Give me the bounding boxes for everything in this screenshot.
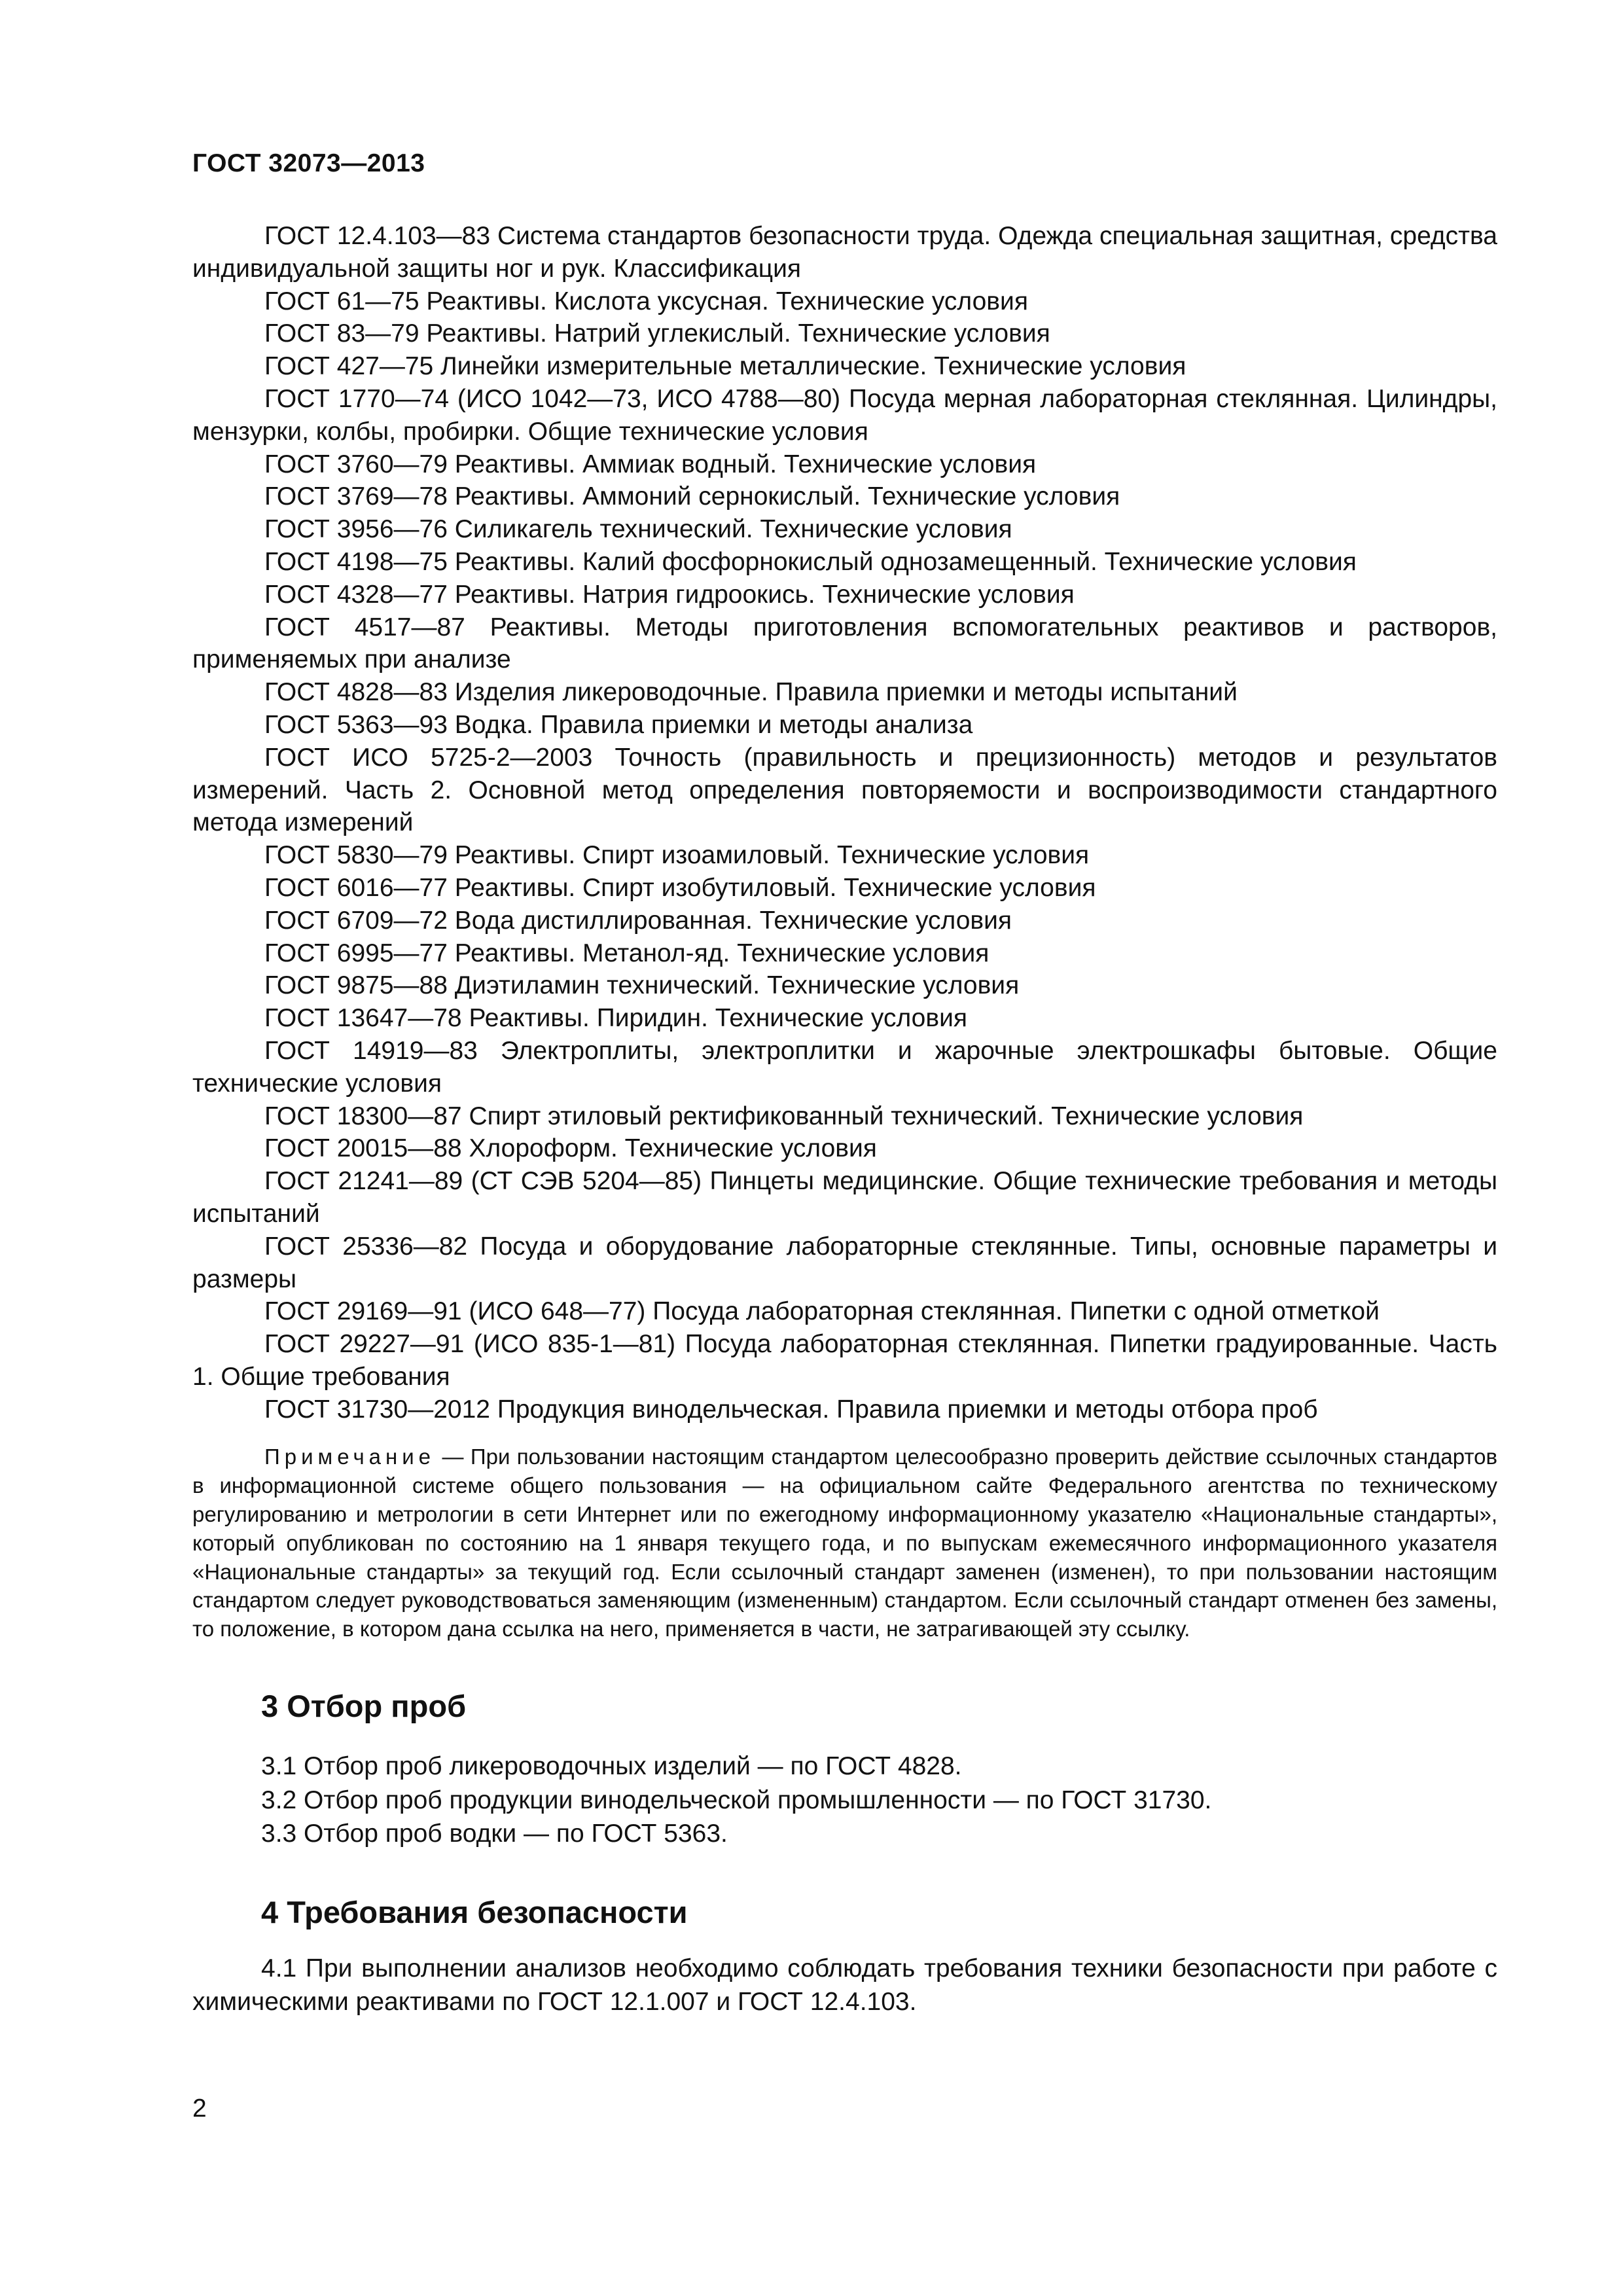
reference-item: ГОСТ 31730—2012 Продукция винодельческая. Правила приемки и методы отбора проб — [264, 1395, 1318, 1424]
normative-references-list — [192, 220, 1497, 1426]
note-text: — При пользовании настоящим стандартом целесообразно проверить действие ссылочных стандартов в информационной системе общего пользования — на официальном сайте Федерального агентства по техническому регулированию и метрологии в сети Интернет или по ежегодному информационному указателю «Национальные стандарты», который опубликован по состоянию на 1 января текущего года, и по выпускам ежемесячного информационного указателя «Национальные стандарты» за текущий год. Если ссылочный стандарт заменен (изменен), то при пользовании настоящим стандартом следует руководствоваться заменяющим (измененным) стандартом. Если ссылочный стандарт отменен без замены, то положение, в котором дана ссылка на него, применяется в части, не затрагивающей эту ссылку. — [192, 1444, 1497, 1641]
reference-item: ГОСТ 427—75 Линейки измерительные металлические. Технические условия — [264, 352, 1186, 381]
page-number: 2 — [192, 2094, 207, 2123]
reference-item: ГОСТ 4828—83 Изделия ликероводочные. Правила приемки и методы испытаний — [264, 678, 1238, 707]
document-header: ГОСТ 32073—2013 — [192, 149, 425, 177]
section-4-heading: 4 Требования безопасности — [261, 1894, 688, 1929]
reference-item: ГОСТ 25336—82 Посуда и оборудование лабораторные стеклянные. Типы, основные параметры и размеры — [192, 1232, 1497, 1293]
reference-item: ГОСТ 13647—78 Реактивы. Пиридин. Технические условия — [264, 1004, 967, 1033]
section-3-heading: 3 Отбор проб — [261, 1689, 467, 1724]
reference-item: ГОСТ 4517—87 Реактивы. Методы приготовления вспомогательных реактивов и растворов, применяемых при анализе — [192, 613, 1497, 674]
reference-item: ГОСТ 5830—79 Реактивы. Спирт изоамиловый. Технические условия — [264, 841, 1090, 870]
section-3-item: 3.2 Отбор проб продукции винодельческой промышленности — по ГОСТ 31730. — [261, 1785, 1212, 1814]
reference-item: ГОСТ 29227—91 (ИСО 835-1—81) Посуда лабораторная стеклянная. Пипетки градуированные. Часть 1. Общие требования — [192, 1330, 1497, 1391]
reference-item: ГОСТ 61—75 Реактивы. Кислота уксусная. Технические условия — [264, 287, 1028, 315]
section-3-item: 3.3 Отбор проб водки — по ГОСТ 5363. — [261, 1820, 728, 1848]
section-3-item: 3.1 Отбор проб ликероводочных изделий — по ГОСТ 4828. — [261, 1752, 962, 1781]
reference-item: ГОСТ 21241—89 (СТ СЭВ 5204—85) Пинцеты медицинские. Общие технические требования и методы испытаний — [192, 1167, 1497, 1228]
reference-item: ГОСТ 6016—77 Реактивы. Спирт изобутиловый. Технические условия — [264, 873, 1096, 902]
note-block — [192, 1443, 1497, 1643]
reference-item: ГОСТ 6709—72 Вода дистиллированная. Технические условия — [264, 906, 1012, 935]
reference-item: ГОСТ 14919—83 Электроплиты, электроплитки и жарочные электрошкафы бытовые. Общие технические условия — [192, 1036, 1497, 1098]
reference-item: ГОСТ 6995—77 Реактивы. Метанол-яд. Технические условия — [264, 939, 990, 967]
reference-item: ГОСТ 5363—93 Водка. Правила приемки и методы анализа — [264, 710, 973, 739]
note-label: Примечание — [264, 1444, 436, 1469]
reference-item: ГОСТ ИСО 5725-2—2003 Точность (правильность и прецизионность) методов и результатов измерений. Часть 2. Основной метод определения повторяемости и воспроизводимости стандартного метода измерений — [192, 743, 1497, 837]
reference-item: ГОСТ 3769—78 Реактивы. Аммоний сернокислый. Технические условия — [264, 482, 1120, 511]
reference-item: ГОСТ 9875—88 Диэтиламин технический. Технические условия — [264, 971, 1020, 1000]
reference-item: ГОСТ 83—79 Реактивы. Натрий углекислый. Технические условия — [264, 319, 1050, 348]
reference-item: ГОСТ 3956—76 Силикагель технический. Технические условия — [264, 515, 1012, 544]
reference-item: ГОСТ 20015—88 Хлороформ. Технические условия — [264, 1134, 877, 1163]
section-4-item: 4.1 При выполнении анализов необходимо соблюдать требования техники безопасности при работе с химическими реактивами по ГОСТ 12.1.007 и ГОСТ 12.4.103. — [192, 1954, 1497, 2017]
reference-item: ГОСТ 4198—75 Реактивы. Калий фосфорнокислый однозамещенный. Технические условия — [264, 547, 1357, 576]
reference-item: ГОСТ 3760—79 Реактивы. Аммиак водный. Технические условия — [264, 450, 1037, 478]
reference-item: ГОСТ 18300—87 Спирт этиловый ректификованный технический. Технические условия — [264, 1102, 1304, 1130]
reference-item: ГОСТ 12.4.103—83 Система стандартов безопасности труда. Одежда специальная защитная, средства индивидуальной защиты ног и рук. Классификация — [192, 222, 1497, 283]
reference-item: ГОСТ 4328—77 Реактивы. Натрия гидроокись. Технические условия — [264, 580, 1075, 609]
page-content — [192, 220, 1497, 2019]
reference-item: ГОСТ 1770—74 (ИСО 1042—73, ИСО 4788—80) Посуда мерная лабораторная стеклянная. Цилиндры, мензурки, колбы, пробирки. Общие технические условия — [192, 384, 1497, 446]
reference-item: ГОСТ 29169—91 (ИСО 648—77) Посуда лабораторная стеклянная. Пипетки с одной отметкой — [264, 1297, 1380, 1326]
